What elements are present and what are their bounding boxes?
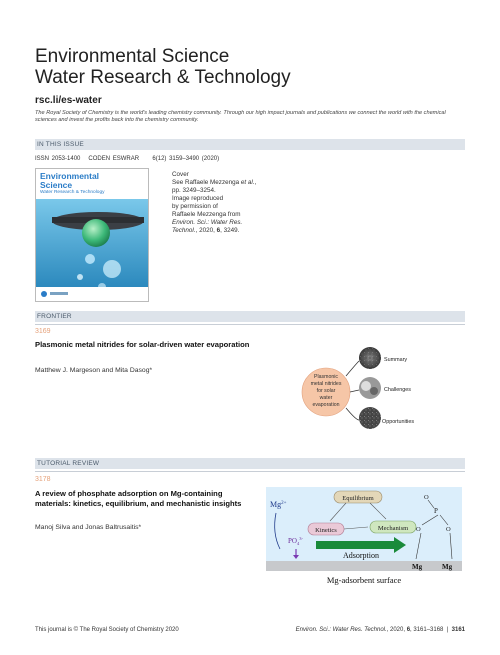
graphic-center-5: evaporation bbox=[312, 402, 340, 408]
intro-text: The Royal Society of Chemistry is the world's leading chemistry community. Through our high impact journals and publications we connect the world with the chemical sciences and invest the profits back into the chemistry community. bbox=[35, 110, 446, 123]
cover-caption bbox=[172, 171, 282, 235]
graphic-mg-left: Mg bbox=[412, 563, 423, 571]
footer-journal: Environ. Sci.: Water Res. Technol. bbox=[295, 627, 387, 633]
graphic-label-challenges: Challenges bbox=[384, 387, 411, 393]
footer-citation: Environ. Sci.: Water Res. Technol., 2020, 6, 3161–3168 | 3161 bbox=[295, 627, 465, 633]
frontier-article-title[interactable]: Plasmonic metal nitrides for solar-driven water evaporation bbox=[35, 340, 250, 349]
graphic-p: P bbox=[434, 507, 438, 515]
journal-title-line1: Environmental Science bbox=[35, 46, 230, 67]
cover-subtitle: Water Research & Technology bbox=[40, 190, 105, 195]
cover-caption-journal1 bbox=[172, 219, 282, 227]
footer-year: , 2020, bbox=[386, 627, 407, 633]
graphic-o-right: O bbox=[446, 526, 451, 533]
volume-info: 6(12) 3159–3490 (2020) bbox=[152, 156, 220, 162]
cover-title-1: Environmental bbox=[40, 171, 100, 181]
cover-caption-ref: See Raffaele Mezzenga et al., bbox=[172, 179, 257, 186]
graphic-mg-right: Mg bbox=[442, 563, 453, 571]
tutorial-authors: Manoj Silva and Jonas Baltrusaitis* bbox=[35, 524, 142, 531]
graphic-surface-label: Mg-adsorbent surface bbox=[326, 575, 402, 585]
graphic-mg-ion: $Mg^{2+}$ bbox=[270, 500, 287, 509]
graphic-mechanism: Mechanism bbox=[377, 525, 409, 532]
section-frontier: FRONTIER bbox=[35, 311, 465, 322]
graphic-o-left: O bbox=[416, 526, 421, 533]
graphic-po4-ion: $PO_4^{3-}$ bbox=[288, 536, 303, 546]
cover-image[interactable] bbox=[35, 168, 149, 302]
graphic-center-2: metal nitrides bbox=[310, 381, 342, 387]
graphic-center-3: for solar bbox=[316, 388, 336, 394]
cover-caption-l5: Raffaele Mezzenga from bbox=[172, 211, 241, 218]
cover-title-2: Science bbox=[40, 179, 73, 190]
section-tutorial-review: TUTORIAL REVIEW bbox=[35, 458, 465, 469]
footer-volume: 6 bbox=[406, 627, 411, 633]
section-in-this-issue: IN THIS ISSUE bbox=[35, 139, 465, 150]
caption-volume: 6 bbox=[216, 227, 221, 234]
caption-year: , 2020, bbox=[195, 227, 217, 234]
graphic-center-1: Plasmonic bbox=[314, 374, 338, 380]
caption-etal: et al. bbox=[240, 179, 255, 186]
journal-url[interactable]: rsc.li/es-water bbox=[35, 95, 102, 106]
journal-title bbox=[35, 46, 291, 88]
graphic-equilibrium: Equilibrium bbox=[342, 495, 374, 502]
cover-caption-pages: pp. 3249–3254. bbox=[172, 187, 216, 194]
caption-page: , 3249. bbox=[220, 227, 240, 234]
issn-line bbox=[35, 156, 219, 162]
graphic-o-top: O bbox=[424, 494, 429, 501]
caption-journal-part2: Technol. bbox=[172, 227, 196, 234]
graphic-label-summary: Summary bbox=[384, 357, 408, 363]
cover-caption-l4: by permission of bbox=[172, 203, 218, 210]
cover-caption-l3: Image reproduced bbox=[172, 195, 224, 202]
issn: ISSN 2053-1400 bbox=[35, 156, 81, 162]
footer-copyright: This journal is © The Royal Society of Chemistry 2020 bbox=[35, 627, 179, 633]
frontier-authors: Matthew J. Margeson and Mita Dasog* bbox=[35, 367, 153, 374]
cover-title bbox=[40, 172, 99, 189]
footer-pages: , 3161–3168 bbox=[410, 627, 444, 633]
footer-page-number: 3161 bbox=[451, 627, 465, 633]
graphic-center-4: water bbox=[319, 395, 333, 401]
graphic-kinetics: Kinetics bbox=[315, 527, 337, 534]
caption-see: See Raffaele Mezzenga bbox=[172, 179, 241, 186]
cover-caption-label: Cover bbox=[172, 171, 189, 178]
divider bbox=[35, 324, 465, 325]
frontier-graphic bbox=[296, 336, 431, 446]
frontier-page-number: 3169 bbox=[35, 328, 51, 335]
graphic-label-opportunities: Opportunities bbox=[382, 419, 415, 425]
journal-title-line2: Water Research & Technology bbox=[35, 67, 291, 88]
coden: CODEN ESWRAR bbox=[88, 156, 140, 162]
tutorial-graphic bbox=[266, 487, 462, 587]
tutorial-page-number: 3178 bbox=[35, 476, 51, 483]
divider bbox=[35, 471, 465, 472]
graphic-adsorption: Adsorption bbox=[343, 551, 379, 560]
tutorial-article-title[interactable]: A review of phosphate adsorption on Mg-containing materials: kinetics, equilibrium, and mechanistic insights bbox=[35, 489, 242, 508]
caption-journal-part1: Environ. Sci.: Water Res. bbox=[172, 219, 243, 226]
cover-caption-journal2 bbox=[172, 227, 282, 235]
cover-artwork bbox=[36, 199, 148, 301]
